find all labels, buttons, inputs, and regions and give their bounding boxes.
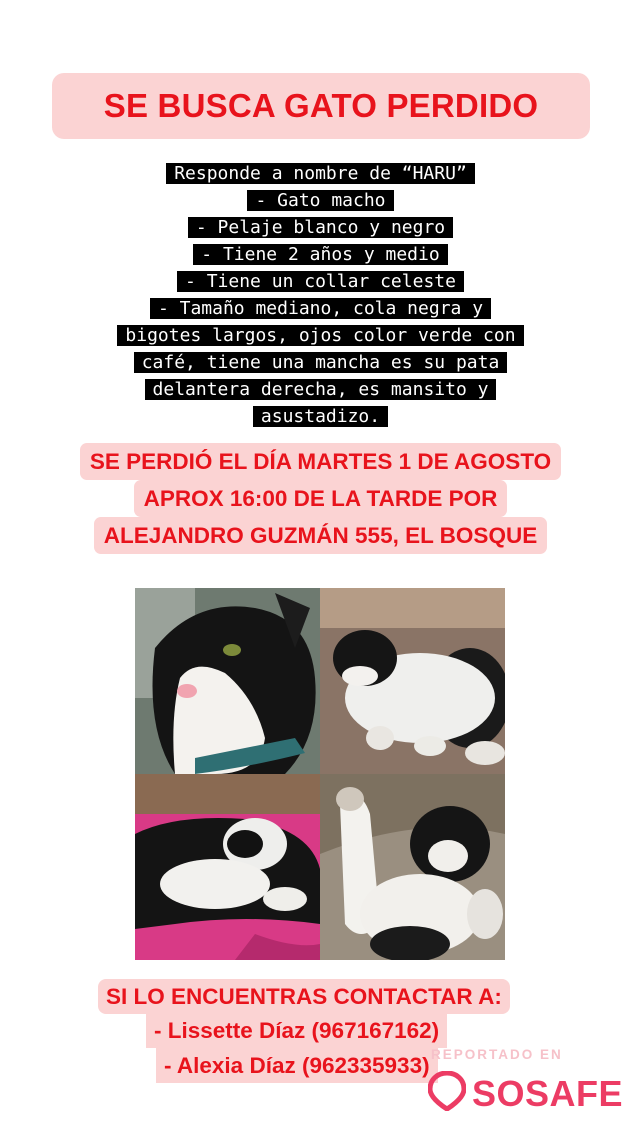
description-line: - Tiene 2 años y medio: [193, 244, 447, 265]
cat-photo-sleeping-couch: [320, 588, 505, 774]
description-line: delantera derecha, es mansito y: [145, 379, 497, 400]
lost-info-line: ALEJANDRO GUZMÁN 555, EL BOSQUE: [94, 517, 547, 554]
lost-info-line: SE PERDIÓ EL DÍA MARTES 1 DE AGOSTO: [80, 443, 561, 480]
description-line: bigotes largos, ojos color verde con: [117, 325, 523, 346]
sosafe-watermark: [428, 1047, 628, 1117]
cat-photo-closeup: [135, 588, 320, 774]
description-line: asustadizo.: [253, 406, 388, 427]
cat-description: [0, 160, 641, 430]
description-line: - Tamaño mediano, cola negra y: [150, 298, 491, 319]
description-line: café, tiene una mancha es su pata: [134, 352, 508, 373]
description-line: - Gato macho: [247, 190, 393, 211]
cat-photo-collage: [135, 588, 505, 960]
cat-photo-pink-blanket: [135, 774, 320, 960]
description-line: Responde a nombre de “HARU”: [166, 163, 475, 184]
description-line: - Pelaje blanco y negro: [188, 217, 453, 238]
location-pin-icon: [428, 1071, 466, 1116]
sosafe-logo-text: SOSAFE: [472, 1072, 624, 1114]
description-line: - Tiene un collar celeste: [177, 271, 464, 292]
contact-person: - Alexia Díaz (962335933): [156, 1048, 438, 1083]
contact-heading: SI LO ENCUENTRAS CONTACTAR A:: [98, 979, 510, 1014]
contact-person: - Lissette Díaz (967167162): [146, 1013, 447, 1048]
lost-info-line: APROX 16:00 DE LA TARDE POR: [134, 480, 508, 517]
reported-label: REPORTADO EN: [431, 1047, 563, 1062]
cat-photo-on-back: [320, 774, 505, 960]
lost-info: [0, 443, 641, 554]
poster-title: SE BUSCA GATO PERDIDO: [52, 73, 590, 139]
